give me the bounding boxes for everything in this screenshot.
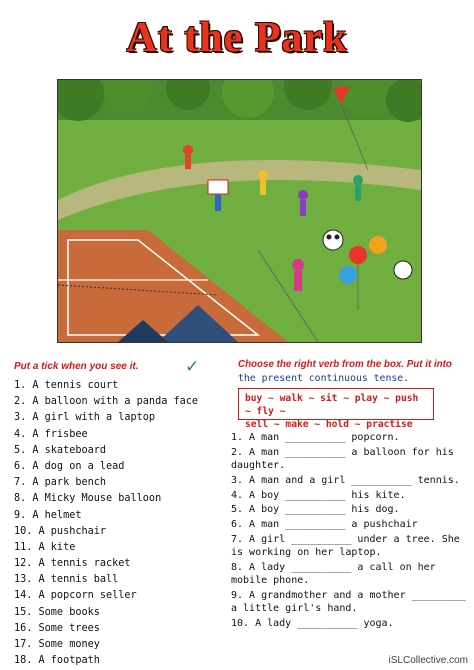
list-item: 2. A balloon with a panda face (14, 396, 199, 408)
list-item: 1. A tennis court (14, 380, 119, 391)
sentence-list (231, 431, 471, 632)
verb-section (238, 359, 466, 384)
list-item: 9. A helmet (14, 509, 82, 521)
sentence-item: 5. A boy __________ his dog. (231, 504, 400, 516)
list-item: 7. A park bench (14, 477, 107, 489)
park-scene-image (58, 80, 421, 342)
tick-instruction: Put a tick when you see it. (14, 361, 139, 372)
verb-box-line: sell ~ make ~ hold ~ practise (245, 419, 413, 430)
list-item: 6. A dog on a lead (14, 460, 125, 472)
list-item: 8. A Micky Mouse balloon (14, 493, 162, 505)
sentence-item: 3. A man and a girl __________ tennis. (231, 474, 460, 486)
sentence-item: 7. A girl __________ under a tree. She is working on her laptop. (231, 533, 460, 559)
checkmark-icon: ✓ (185, 357, 200, 377)
sentence-item: 1. A man __________ popcorn. (231, 432, 400, 443)
list-item: 14. A popcorn seller (14, 590, 137, 602)
sentence-item: 9. A grandmother and a mother _________ a little girl's hand. (231, 589, 466, 615)
footer-watermark: iSLCollective.com (388, 655, 468, 666)
verb-instruction: Choose the right verb from the box. Put it into (238, 359, 452, 370)
sentence-item: 2. A man __________ a balloon for his daughter. (231, 446, 454, 472)
list-item: 16. Some trees (14, 622, 100, 634)
list-item: 5. A skateboard (14, 444, 107, 456)
park-illustration (57, 79, 422, 343)
sentence-item: 10. A lady __________ yoga. (231, 617, 394, 629)
list-item: 13. A tennis ball (14, 574, 119, 586)
verb-box (238, 388, 434, 430)
page-title: At the Park (126, 15, 348, 61)
tick-list (14, 378, 198, 669)
list-item: 15. Some books (14, 606, 100, 618)
tick-section (14, 361, 234, 372)
list-item: 12. A tennis racket (14, 558, 131, 570)
list-item: 10. A pushchair (14, 525, 107, 537)
sentence-item: 4. A boy __________ his kite. (231, 489, 406, 501)
verb-box-line: buy ~ walk ~ sit ~ play ~ push ~ fly ~ (245, 393, 419, 417)
list-item: 18. A footpath (14, 655, 100, 667)
list-item: 17. Some money (14, 639, 100, 650)
sentence-item: 8. A lady __________ a call on her mobile phone. (231, 561, 436, 587)
list-item: 3. A girl with a laptop (14, 412, 156, 424)
sentence-item: 6. A man __________ a pushchair (231, 518, 418, 530)
list-item: 4. A frisbee (14, 428, 88, 440)
verb-instruction-tense: the present continuous tense. (238, 373, 410, 384)
list-item: 11. A kite (14, 541, 76, 553)
